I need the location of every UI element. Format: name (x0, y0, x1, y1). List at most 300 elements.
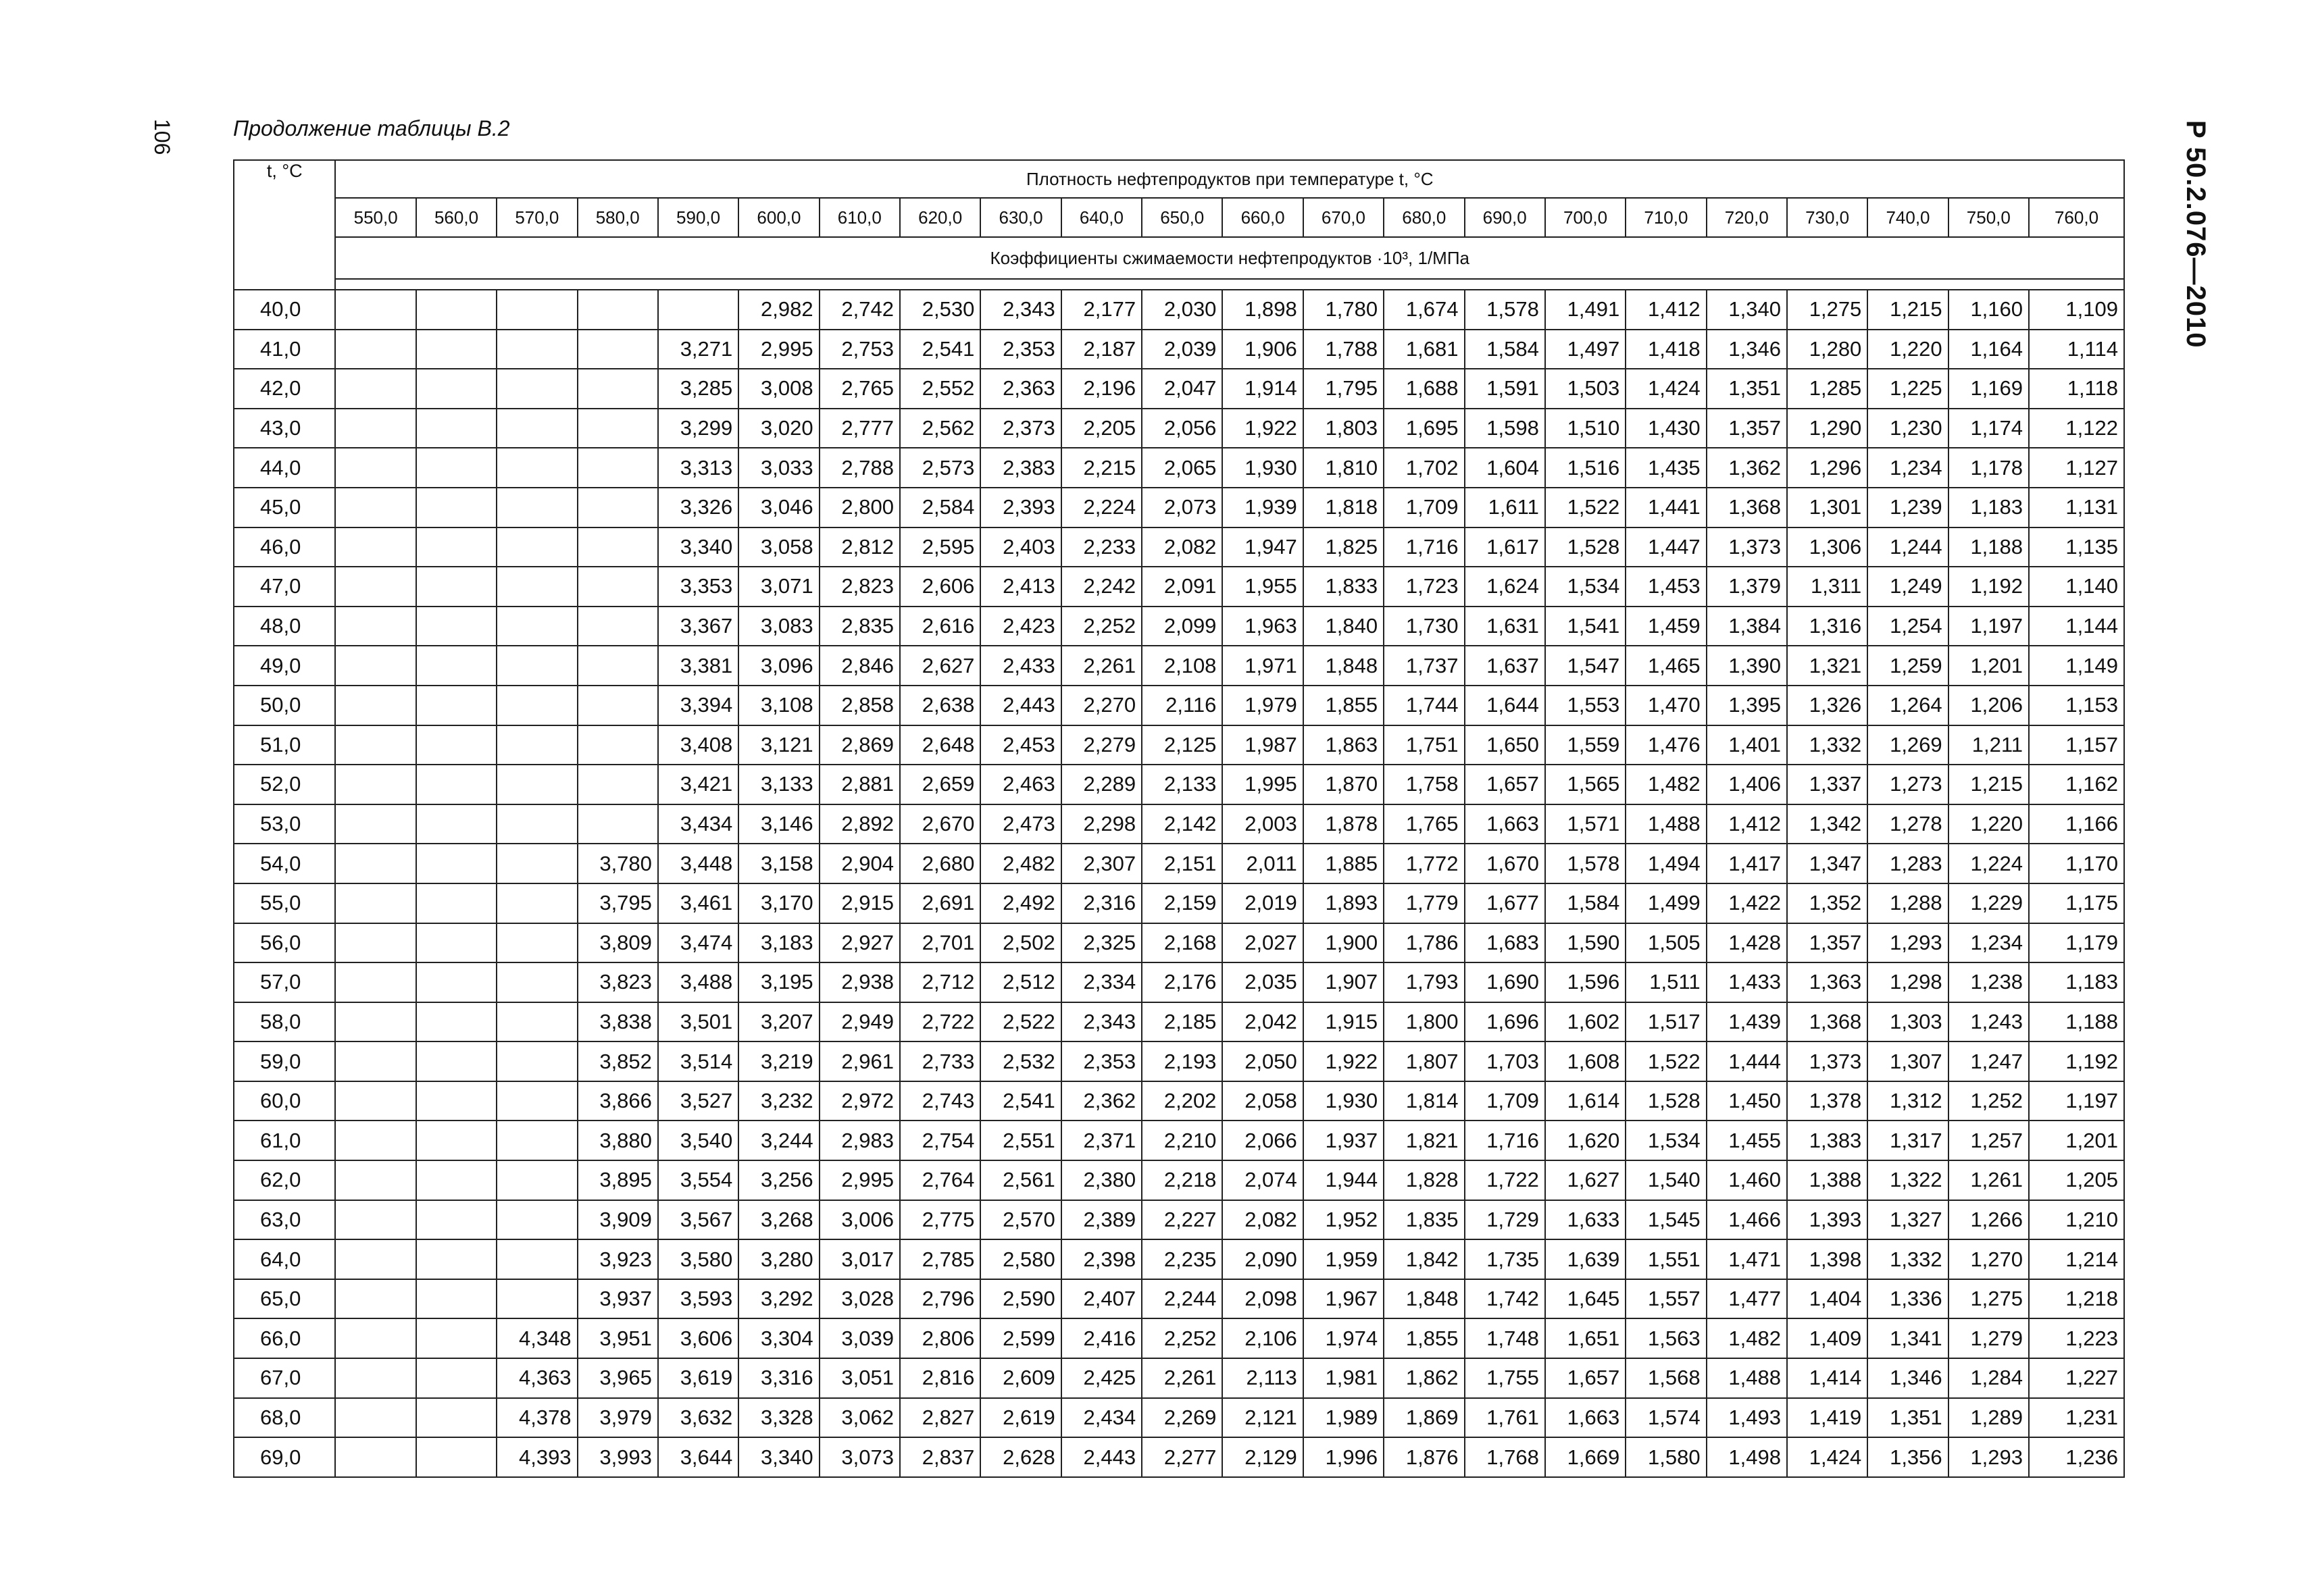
coefficient-cell: 1,352 (1787, 883, 1867, 923)
coefficient-cell: 1,303 (1867, 1002, 1948, 1042)
coefficient-cell: 2,869 (820, 725, 900, 765)
coefficient-cell: 2,627 (900, 646, 980, 686)
coefficient-cell: 2,403 (980, 527, 1061, 567)
coefficient-cell (578, 804, 658, 844)
coefficient-cell: 1,639 (1545, 1239, 1626, 1279)
coefficient-cell: 1,688 (1384, 369, 1464, 409)
coefficient-cell: 1,201 (1948, 646, 2029, 686)
coefficient-cell: 3,823 (578, 962, 658, 1002)
coefficient-cell: 3,461 (658, 883, 738, 923)
coefficient-cell: 1,989 (1303, 1398, 1384, 1438)
coefficient-cell (578, 369, 658, 409)
coefficient-cell: 1,321 (1787, 646, 1867, 686)
coefficient-cell: 2,205 (1061, 409, 1142, 448)
coefficient-cell: 2,011 (1222, 844, 1303, 883)
coefficient-cell: 1,234 (1867, 448, 1948, 488)
coefficient-cell: 2,616 (900, 607, 980, 646)
coefficient-cell: 1,855 (1303, 686, 1384, 725)
coefficient-cell: 1,406 (1707, 765, 1787, 804)
coefficient-cell: 1,223 (2029, 1318, 2124, 1358)
coefficient-cell (497, 527, 577, 567)
coefficient-cell: 3,017 (820, 1239, 900, 1279)
coefficient-cell: 1,433 (1707, 962, 1787, 1002)
coefficient-cell: 2,373 (980, 409, 1061, 448)
coefficient-cell (335, 646, 416, 686)
coefficient-cell: 3,993 (578, 1437, 658, 1477)
coefficient-cell: 2,099 (1142, 607, 1222, 646)
coefficient-cell: 3,923 (578, 1239, 658, 1279)
table-row (234, 488, 2124, 527)
coefficient-cell: 3,501 (658, 1002, 738, 1042)
coefficient-cell (416, 725, 497, 765)
coefficient-cell: 1,620 (1545, 1121, 1626, 1160)
coefficient-cell: 1,435 (1626, 448, 1706, 488)
coefficient-cell (416, 1160, 497, 1200)
coefficient-cell: 1,166 (2029, 804, 2124, 844)
coefficient-cell: 1,611 (1465, 488, 1545, 527)
coefficient-cell: 1,848 (1384, 1279, 1464, 1319)
density-column-header: 560,0 (416, 198, 497, 237)
coefficient-cell: 1,540 (1626, 1160, 1706, 1200)
coefficient-cell: 1,422 (1707, 883, 1787, 923)
temperature-cell: 42,0 (234, 369, 335, 409)
temperature-cell: 66,0 (234, 1318, 335, 1358)
coefficient-cell: 1,914 (1222, 369, 1303, 409)
coefficient-cell: 2,927 (820, 923, 900, 963)
coefficient-cell: 1,230 (1867, 409, 1948, 448)
coefficient-cell: 1,476 (1626, 725, 1706, 765)
coefficient-cell: 1,227 (2029, 1358, 2124, 1398)
coefficient-cell: 2,142 (1142, 804, 1222, 844)
coefficient-cell: 3,006 (820, 1200, 900, 1240)
coefficient-cell: 2,541 (900, 330, 980, 369)
coefficient-cell: 2,423 (980, 607, 1061, 646)
coefficient-cell: 1,709 (1384, 488, 1464, 527)
coefficient-cell: 1,157 (2029, 725, 2124, 765)
coefficient-cell: 1,266 (1948, 1200, 2029, 1240)
coefficient-cell: 1,955 (1222, 567, 1303, 607)
coefficient-cell (497, 1041, 577, 1081)
coefficient-cell: 1,357 (1707, 409, 1787, 448)
coefficient-cell: 2,371 (1061, 1121, 1142, 1160)
coefficient-cell: 1,627 (1545, 1160, 1626, 1200)
coefficient-cell: 2,606 (900, 567, 980, 607)
coefficient-cell: 1,412 (1707, 804, 1787, 844)
coefficient-cell: 1,239 (1867, 488, 1948, 527)
coefficient-cell: 1,547 (1545, 646, 1626, 686)
table-caption: Продолжение таблицы В.2 (233, 116, 510, 140)
coefficient-cell: 2,035 (1222, 962, 1303, 1002)
coefficient-cell: 2,224 (1061, 488, 1142, 527)
coefficient-cell: 3,488 (658, 962, 738, 1002)
coefficient-cell (497, 1200, 577, 1240)
coefficient-cell: 3,979 (578, 1398, 658, 1438)
coefficient-cell (416, 1358, 497, 1398)
coefficient-cell: 1,174 (1948, 409, 2029, 448)
coefficient-cell: 1,709 (1465, 1081, 1545, 1121)
coefficient-cell: 1,735 (1465, 1239, 1545, 1279)
coefficient-cell: 3,593 (658, 1279, 738, 1319)
coefficient-cell: 1,453 (1626, 567, 1706, 607)
coefficient-cell: 1,231 (2029, 1398, 2124, 1438)
coefficient-cell: 2,722 (900, 1002, 980, 1042)
density-group-label: Плотность нефтепродуктов при температуре t, °C (1026, 168, 1434, 189)
coefficient-cell: 3,381 (658, 646, 738, 686)
coefficient-cell: 1,624 (1465, 567, 1545, 607)
coefficient-cell: 2,764 (900, 1160, 980, 1200)
coefficient-cell: 1,898 (1222, 290, 1303, 330)
coefficient-cell: 1,488 (1707, 1358, 1787, 1398)
coefficient-cell: 1,162 (2029, 765, 2124, 804)
coefficient-cell (335, 1002, 416, 1042)
coefficient-cell: 1,803 (1303, 409, 1384, 448)
table-row (234, 1358, 2124, 1398)
coefficient-cell (497, 330, 577, 369)
coefficient-cell: 1,153 (2029, 686, 2124, 725)
coefficient-cell: 3,304 (738, 1318, 819, 1358)
coefficient-cell: 2,982 (738, 290, 819, 330)
coefficient-cell: 1,906 (1222, 330, 1303, 369)
coefficient-cell: 1,183 (1948, 488, 2029, 527)
coefficient-cell: 1,516 (1545, 448, 1626, 488)
coefficient-cell (416, 567, 497, 607)
coefficient-cell: 1,269 (1867, 725, 1948, 765)
coefficient-cell: 1,885 (1303, 844, 1384, 883)
coefficient-cell: 2,227 (1142, 1200, 1222, 1240)
coefficient-cell: 1,614 (1545, 1081, 1626, 1121)
coefficient-cell: 2,177 (1061, 290, 1142, 330)
coefficient-cell: 2,389 (1061, 1200, 1142, 1240)
coefficient-cell: 3,880 (578, 1121, 658, 1160)
coefficient-cell: 2,532 (980, 1041, 1061, 1081)
coefficient-cell: 3,062 (820, 1398, 900, 1438)
coefficient-cell: 1,922 (1303, 1041, 1384, 1081)
coefficient-cell: 1,278 (1867, 804, 1948, 844)
coefficient-cell: 1,356 (1867, 1437, 1948, 1477)
coefficient-cell: 2,116 (1142, 686, 1222, 725)
coefficient-cell: 1,346 (1707, 330, 1787, 369)
coefficient-cell: 1,409 (1787, 1318, 1867, 1358)
coefficient-cell: 1,164 (1948, 330, 2029, 369)
coefficient-cell (416, 488, 497, 527)
coefficient-cell: 2,492 (980, 883, 1061, 923)
coefficient-cell: 1,517 (1626, 1002, 1706, 1042)
coefficient-cell: 3,146 (738, 804, 819, 844)
table-row (234, 1160, 2124, 1200)
coefficient-cell: 3,020 (738, 409, 819, 448)
coefficient-cell: 1,289 (1948, 1398, 2029, 1438)
coefficient-cell: 4,378 (497, 1398, 577, 1438)
compressibility-table (233, 159, 2125, 1478)
coefficient-cell: 1,657 (1545, 1358, 1626, 1398)
coefficient-cell: 1,312 (1867, 1081, 1948, 1121)
coefficient-cell: 2,788 (820, 448, 900, 488)
coefficient-cell: 2,210 (1142, 1121, 1222, 1160)
coefficient-cell (416, 1121, 497, 1160)
coefficient-cell: 2,133 (1142, 765, 1222, 804)
table-row (234, 1239, 2124, 1279)
coefficient-cell (335, 923, 416, 963)
coefficient-cell: 1,669 (1545, 1437, 1626, 1477)
coefficient-cell: 1,428 (1707, 923, 1787, 963)
coefficient-cell: 1,332 (1867, 1239, 1948, 1279)
coefficient-cell: 2,082 (1222, 1200, 1303, 1240)
coefficient-cell: 2,233 (1061, 527, 1142, 567)
coefficient-cell: 2,393 (980, 488, 1061, 527)
coefficient-cell: 1,135 (2029, 527, 2124, 567)
coefficient-cell: 3,937 (578, 1279, 658, 1319)
coefficient-cell: 1,384 (1707, 607, 1787, 646)
coefficient-cell: 2,434 (1061, 1398, 1142, 1438)
coefficient-cell: 1,109 (2029, 290, 2124, 330)
coefficient-cell (416, 923, 497, 963)
coefficient-cell: 1,347 (1787, 844, 1867, 883)
coefficient-cell: 1,828 (1384, 1160, 1464, 1200)
coefficient-cell: 1,821 (1384, 1121, 1464, 1160)
coefficient-cell (335, 844, 416, 883)
coefficient-cell (497, 962, 577, 1002)
coefficient-cell: 2,463 (980, 765, 1061, 804)
coefficient-cell: 1,996 (1303, 1437, 1384, 1477)
coefficient-cell: 3,434 (658, 804, 738, 844)
coefficient-cell: 1,510 (1545, 409, 1626, 448)
coefficient-cell: 1,637 (1465, 646, 1545, 686)
coefficient-cell: 2,380 (1061, 1160, 1142, 1200)
coefficient-cell: 1,944 (1303, 1160, 1384, 1200)
coefficient-cell: 3,313 (658, 448, 738, 488)
coefficient-cell (335, 804, 416, 844)
coefficient-cell: 1,244 (1867, 527, 1948, 567)
coefficient-cell (335, 1239, 416, 1279)
coefficient-cell: 2,512 (980, 962, 1061, 1002)
coefficient-cell: 1,419 (1787, 1398, 1867, 1438)
coefficient-cell: 1,307 (1867, 1041, 1948, 1081)
coefficient-cell (578, 448, 658, 488)
coefficient-cell (416, 1318, 497, 1358)
coefficient-cell: 1,681 (1384, 330, 1464, 369)
coefficient-cell: 1,373 (1707, 527, 1787, 567)
coefficient-cell: 1,373 (1787, 1041, 1867, 1081)
coefficient-cell: 3,448 (658, 844, 738, 883)
coefficient-cell (416, 290, 497, 330)
coefficient-cell: 3,838 (578, 1002, 658, 1042)
coefficient-cell: 1,862 (1384, 1358, 1464, 1398)
coefficient-cell: 1,716 (1465, 1121, 1545, 1160)
coefficient-cell (497, 844, 577, 883)
coefficient-cell: 2,050 (1222, 1041, 1303, 1081)
table-row (234, 290, 2124, 330)
coefficient-cell (578, 527, 658, 567)
coefficient-cell: 1,368 (1707, 488, 1787, 527)
coefficient-cell (416, 883, 497, 923)
coefficient-cell: 1,311 (1787, 567, 1867, 607)
coefficient-cell: 1,424 (1626, 369, 1706, 409)
coefficient-cell: 2,003 (1222, 804, 1303, 844)
coefficient-cell: 3,606 (658, 1318, 738, 1358)
coefficient-cell (416, 1200, 497, 1240)
coefficient-cell: 1,528 (1626, 1081, 1706, 1121)
coefficient-cell: 1,722 (1465, 1160, 1545, 1200)
coefficient-cell (416, 844, 497, 883)
coefficient-cell (416, 686, 497, 725)
coefficient-cell: 1,645 (1545, 1279, 1626, 1319)
coefficient-cell (497, 646, 577, 686)
coefficient-cell (416, 765, 497, 804)
coefficient-cell: 1,211 (1948, 725, 2029, 765)
coefficient-cell: 1,779 (1384, 883, 1464, 923)
coefficient-cell: 2,416 (1061, 1318, 1142, 1358)
coefficient-cell: 2,733 (900, 1041, 980, 1081)
coefficient-cell: 2,176 (1142, 962, 1222, 1002)
coefficient-cell: 2,261 (1061, 646, 1142, 686)
coefficient-cell: 1,780 (1303, 290, 1384, 330)
coefficient-cell (416, 607, 497, 646)
temperature-cell: 51,0 (234, 725, 335, 765)
coefficient-cell: 1,368 (1787, 1002, 1867, 1042)
coefficient-cell: 3,951 (578, 1318, 658, 1358)
coefficient-cell: 2,413 (980, 567, 1061, 607)
coefficient-cell: 1,602 (1545, 1002, 1626, 1042)
coefficient-cell (578, 686, 658, 725)
coefficient-cell (416, 804, 497, 844)
coefficient-cell: 1,878 (1303, 804, 1384, 844)
coefficient-cell: 1,460 (1707, 1160, 1787, 1200)
coefficient-cell: 3,183 (738, 923, 819, 963)
coefficient-cell (335, 369, 416, 409)
coefficient-cell (335, 725, 416, 765)
coefficient-cell: 3,353 (658, 567, 738, 607)
coefficient-cell: 2,151 (1142, 844, 1222, 883)
coefficient-cell: 2,196 (1061, 369, 1142, 409)
coefficient-cell: 1,596 (1545, 962, 1626, 1002)
coefficient-header-label: Коэффициенты сжимаемости нефтепродуктов ·10³, 1/МПа (990, 247, 1469, 268)
coefficient-cell (497, 369, 577, 409)
coefficient-cell: 2,701 (900, 923, 980, 963)
coefficient-cell (658, 290, 738, 330)
density-group-header (335, 160, 2124, 198)
coefficient-cell: 1,967 (1303, 1279, 1384, 1319)
density-column-header: 700,0 (1545, 198, 1626, 237)
coefficient-cell: 2,638 (900, 686, 980, 725)
table-header (234, 160, 2124, 290)
coefficient-cell: 3,632 (658, 1398, 738, 1438)
coefficient-cell: 1,765 (1384, 804, 1464, 844)
coefficient-cell: 1,455 (1707, 1121, 1787, 1160)
coefficient-cell: 1,591 (1465, 369, 1545, 409)
coefficient-cell: 1,772 (1384, 844, 1464, 883)
density-column-header: 620,0 (900, 198, 980, 237)
coefficient-cell: 2,846 (820, 646, 900, 686)
coefficient-cell (416, 1002, 497, 1042)
coefficient-cell: 2,754 (900, 1121, 980, 1160)
coefficient-cell: 1,541 (1545, 607, 1626, 646)
coefficient-cell: 1,447 (1626, 527, 1706, 567)
coefficient-cell: 2,082 (1142, 527, 1222, 567)
coefficient-cell: 3,367 (658, 607, 738, 646)
coefficient-cell: 3,271 (658, 330, 738, 369)
coefficient-cell: 1,979 (1222, 686, 1303, 725)
coefficient-cell: 2,595 (900, 527, 980, 567)
coefficient-cell: 2,599 (980, 1318, 1061, 1358)
coefficient-cell (335, 1041, 416, 1081)
coefficient-cell: 1,848 (1303, 646, 1384, 686)
coefficient-cell: 1,922 (1222, 409, 1303, 448)
coefficient-cell: 1,306 (1787, 527, 1867, 567)
coefficient-cell: 2,816 (900, 1358, 980, 1398)
coefficient-cell: 2,904 (820, 844, 900, 883)
coefficient-cell: 1,316 (1787, 607, 1867, 646)
coefficient-cell: 1,224 (1948, 844, 2029, 883)
coefficient-cell (335, 527, 416, 567)
coefficient-cell: 1,259 (1867, 646, 1948, 686)
coefficient-cell: 4,348 (497, 1318, 577, 1358)
coefficient-cell: 2,425 (1061, 1358, 1142, 1398)
coefficient-cell: 2,561 (980, 1160, 1061, 1200)
coefficient-cell: 1,243 (1948, 1002, 2029, 1042)
coefficient-cell: 1,800 (1384, 1002, 1464, 1042)
coefficient-cell: 2,573 (900, 448, 980, 488)
coefficient-cell: 2,269 (1142, 1398, 1222, 1438)
coefficient-cell (497, 1002, 577, 1042)
coefficient-cell: 1,650 (1465, 725, 1545, 765)
coefficient-cell (416, 330, 497, 369)
coefficient-cell (335, 1279, 416, 1319)
coefficient-cell: 1,336 (1867, 1279, 1948, 1319)
coefficient-cell: 1,341 (1867, 1318, 1948, 1358)
coefficient-cell: 3,895 (578, 1160, 658, 1200)
coefficient-cell: 1,293 (1948, 1437, 2029, 1477)
coefficient-cell: 1,215 (1867, 290, 1948, 330)
table-row (234, 1398, 2124, 1438)
table-row (234, 686, 2124, 725)
header-group-row (234, 160, 2124, 198)
table-row (234, 1081, 2124, 1121)
coefficient-cell: 1,869 (1384, 1398, 1464, 1438)
coefficient-cell (335, 567, 416, 607)
coefficient-cell (497, 804, 577, 844)
coefficient-cell: 1,974 (1303, 1318, 1384, 1358)
coefficient-cell: 2,881 (820, 765, 900, 804)
coefficient-cell: 1,482 (1707, 1318, 1787, 1358)
coefficient-cell: 1,275 (1948, 1279, 2029, 1319)
coefficient-cell: 2,108 (1142, 646, 1222, 686)
coefficient-cell: 1,131 (2029, 488, 2124, 527)
density-column-header: 690,0 (1465, 198, 1545, 237)
coefficient-cell: 3,244 (738, 1121, 819, 1160)
coefficient-cell: 1,730 (1384, 607, 1464, 646)
coefficient-cell (416, 1398, 497, 1438)
coefficient-cell: 2,938 (820, 962, 900, 1002)
coefficient-cell: 3,071 (738, 567, 819, 607)
coefficient-cell: 1,482 (1626, 765, 1706, 804)
coefficient-cell (416, 409, 497, 448)
coefficient-cell: 1,337 (1787, 765, 1867, 804)
coefficient-cell: 2,261 (1142, 1358, 1222, 1398)
coefficient-cell (497, 1279, 577, 1319)
table-row (234, 409, 2124, 448)
coefficient-cell: 1,160 (1948, 290, 2029, 330)
density-column-header: 600,0 (738, 198, 819, 237)
coefficient-cell: 3,795 (578, 883, 658, 923)
coefficient-cell: 1,284 (1948, 1358, 2029, 1398)
temperature-cell: 60,0 (234, 1081, 335, 1121)
temperature-cell: 47,0 (234, 567, 335, 607)
coefficient-cell: 1,534 (1545, 567, 1626, 607)
coefficient-cell: 1,742 (1465, 1279, 1545, 1319)
table-row (234, 1121, 2124, 1160)
temperature-cell: 59,0 (234, 1041, 335, 1081)
coefficient-cell: 2,058 (1222, 1081, 1303, 1121)
